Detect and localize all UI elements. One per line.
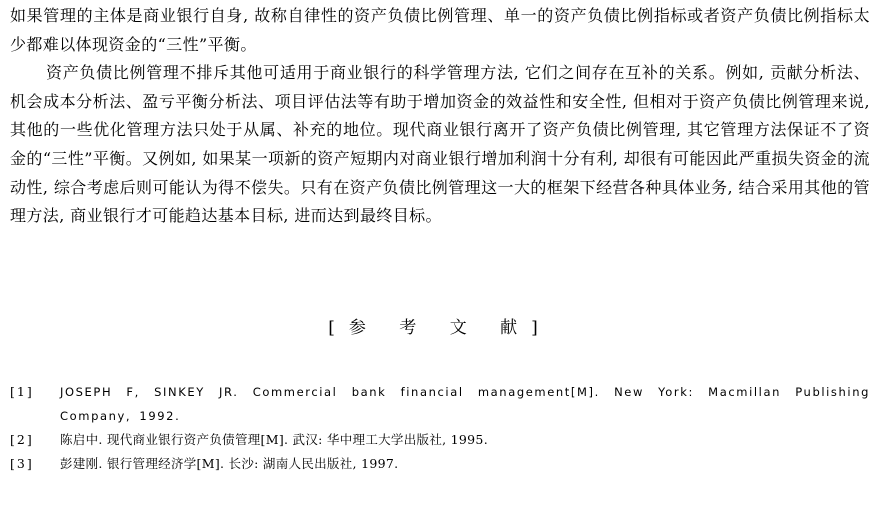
references-list — [10, 380, 870, 476]
body-paragraph-2: 资产负债比例管理不排斥其他可适用于商业银行的科学管理方法, 它们之间存在互补的关系。例如, 贡献分析法、机会成本分析法、盈亏平衡分析法、项目评估法等有助于增加资金的效益性和安全性, 但相对于资产负债比例管理来说, 其他的一些优化管理方法只处于从属、补充的地位。现代商业银行离开了资产负债比例管理, 其它管理方法保证不了资金的“三性”平衡。又例如, 如果某一项新的资产短期内对商业银行增加利润十分有利, 却很有可能因此严重损失资金的流动性, 综合考虑后则可能认为得不偿失。只有在资产负债比例管理这一大的框架下经营各种具体业务, 结合采用其他的管理方法, 商业银行才可能趋达基本目标, 进而达到最终目标。 — [10, 63, 870, 226]
reference-text: 陈启中. 现代商业银行资产负债管理[M]. 武汉: 华中理工大学出版社, 1995. — [60, 432, 488, 447]
reference-item-3 — [10, 452, 870, 476]
body-paragraph-1: 如果管理的主体是商业银行自身, 故称自律性的资产负债比例管理、单一的资产负债比例指标或者资产负债比例指标太少都难以体现资金的“三性”平衡。 — [10, 6, 870, 54]
paper-page — [10, 0, 870, 471]
reference-text: JOSEPH F, SINKEY JR. Commercial bank financial management[M]. New York: Macmillan Publishing Company, 1992. — [60, 385, 870, 423]
reference-item-1 — [10, 380, 870, 428]
reference-item-2 — [10, 428, 870, 452]
reference-number: [2] — [10, 432, 34, 447]
reference-text: 彭建刚. 银行管理经济学[M]. 长沙: 湖南人民出版社, 1997. — [60, 456, 399, 471]
reference-number: [3] — [10, 456, 34, 471]
references-heading: [参 考 文 献] — [328, 318, 552, 338]
reference-number: [1] — [10, 384, 34, 399]
